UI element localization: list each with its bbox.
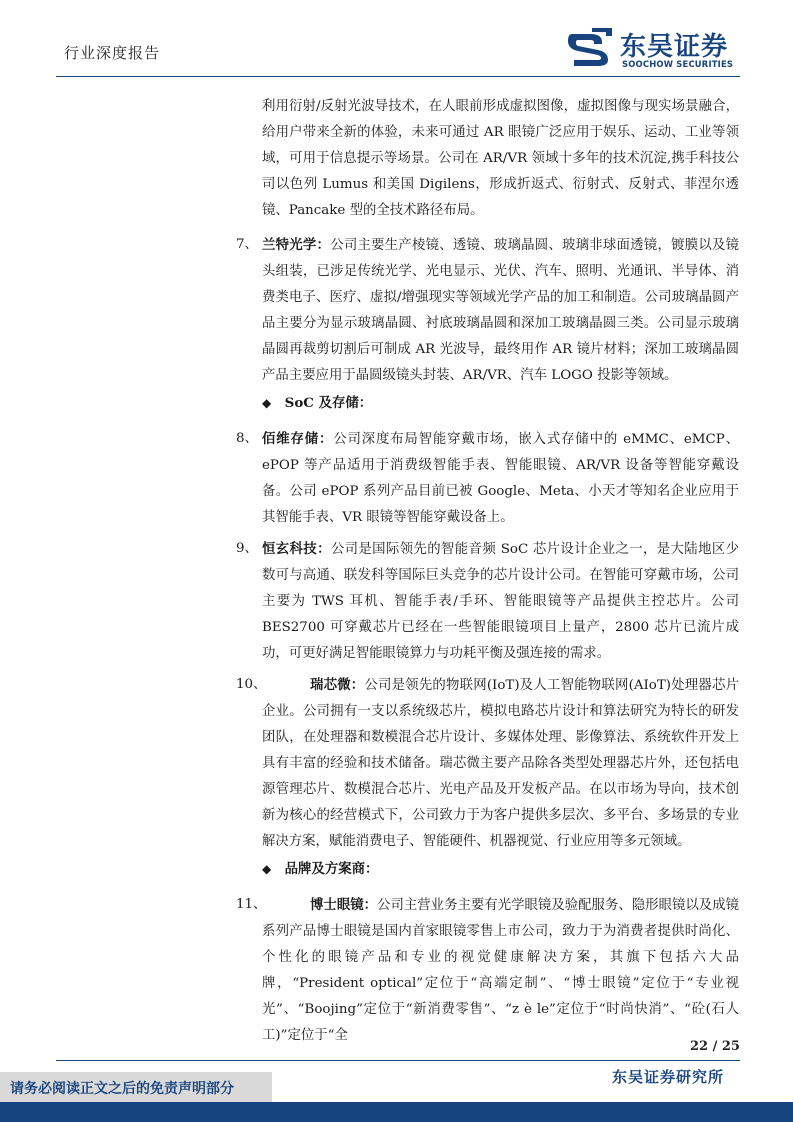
section-brand-title: 品牌及方案商： [284, 861, 379, 877]
item-10-paragraph [262, 672, 739, 855]
item-8-paragraph [262, 426, 739, 531]
disclaimer-banner [0, 1072, 272, 1102]
item-9-company: 恒玄科技： [262, 541, 331, 557]
item-9-paragraph [262, 536, 739, 667]
item-10-company: 瑞芯微： [310, 677, 365, 693]
page-number: 22 / 25 [690, 1039, 740, 1054]
header-divider [56, 76, 740, 77]
disclaimer-text: 请务必阅读正文之后的免责声明部分 [10, 1081, 234, 1097]
logo-name: 东吴证券 [620, 32, 729, 62]
item-8-company: 佰维存储： [262, 431, 334, 447]
section-soc-title: SoC 及存储： [284, 395, 373, 411]
item-8-text: 公司深度布局智能穿戴市场，嵌入式存储中的 eMMC、eMCP、ePOP 等产品适用于消费级智能手表、智能眼镜、AR/VR 设备等智能穿戴设备。公司 ePOP 系列产品目前已被 Google、Meta、小天才等知名企业应用于其智能手表、VR 眼镜等智能穿戴设备上。 [262, 432, 739, 525]
item-10-text: 公司是领先的物联网(IoT)及人工智能物联网(AIoT)处理器芯片企业。公司拥有一支以系统级芯片，模拟电路芯片设计和算法研究为特长的研发团队，在处理器和数模混合芯片设计、多媒体处理、影像算法、系统软件开发上具有丰富的经验和技术储备。瑞芯微主要产品除各类型处理器芯片外，还包括电源管理芯片、数模混合芯片、光电产品及开发板产品。在以市场为导向，技术创新为核心的经营模式下，公司致力于为客户提供多层次、多平台、多场景的专业解决方案，赋能消费电子、智能硬件、机器视觉、行业应用等多元领域。 [262, 678, 740, 849]
item-11-paragraph [262, 892, 739, 1049]
item-9-text: 公司是国际领先的智能音频 SoC 芯片设计企业之一，是大陆地区少数可与高通、联发科等国际巨头竞争的芯片设计公司。在智能可穿戴市场，公司主要为 TWS 耳机、智能手表/手环、智能眼镜等产品提供主控芯片。公司 BES2700 可穿戴芯片已经在一些智能眼镜项目上量产，2800 芯片已流片成功，可更好满足智能眼镜算力与功耗平衡及强连接的需求。 [262, 542, 740, 661]
item-11-number: 11、 [236, 897, 267, 912]
item-7-paragraph [262, 232, 739, 389]
item-7-number: 7、 [236, 237, 258, 252]
research-institute-label: 东吴证券研究所 [612, 1068, 725, 1086]
report-type-label: 行业深度报告 [64, 44, 161, 62]
item-8-number: 8、 [236, 431, 258, 446]
logo-subtitle: SOOCHOW SECURITIES [622, 59, 734, 69]
section-brand-solutions [262, 856, 378, 882]
footer-divider [56, 1060, 740, 1061]
item-10-number: 10、 [236, 677, 267, 692]
diamond-bullet-icon: ◆ [262, 862, 272, 876]
item-7-company: 兰特光学： [262, 237, 331, 253]
bottom-brand-bar [0, 1102, 793, 1122]
diamond-bullet-icon: ◆ [262, 396, 272, 410]
item-11-text: 公司主营业务主要有光学眼镜及验配服务、隐形眼镜以及成镜系列产品博士眼镜是国内首家眼镜零售上市公司，致力于为消费者提供时尚化、个性化的眼镜产品和专业的视觉健康解决方案，其旗下包括六大品牌，“President optical”定位于“高端定制”、“博士眼镜”定位于“专业视光”、“Boojing”定位于“新消费零售”、“z è le”定位于“时尚快消”、“砼(石人工)”定位于“全 [262, 898, 740, 1043]
soochow-logo-icon [568, 28, 614, 68]
company-logo [568, 26, 740, 72]
item-11-company: 博士眼镜： [310, 897, 378, 913]
item-9-number: 9、 [236, 541, 258, 556]
section-soc-storage [262, 390, 372, 416]
item-7-text: 公司主要生产棱镜、透镜、玻璃晶圆、玻璃非球面透镜，镀膜以及镜头组装，已涉足传统光学、光电显示、光伏、汽车、照明、光通讯、半导体、消费类电子、医疗、虚拟/增强现实等领域光学产品的加工和制造。公司玻璃晶圆产品主要分为显示玻璃晶圆、衬底玻璃晶圆和深加工玻璃晶圆三类。公司显示玻璃晶圆再裁剪切割后可制成 AR 光波导，最终用作 AR 镜片材料；深加工玻璃晶圆产品主要应用于晶圆级镜头封装、AR/VR、汽车 LOGO 投影等领域。 [262, 238, 740, 383]
paragraph-continued: 利用衍射/反射光波导技术，在人眼前形成虚拟图像，虚拟图像与现实场景融合，给用户带来全新的体验，未来可通过 AR 眼镜广泛应用于娱乐、运动、工业等领域，可用于信息提示等场景。公司在 AR/VR 领域十多年的技术沉淀,携手科技公司以色列 Lumus 和美国 Digilens，形成折返式、衍射式、反射式、菲涅尔透镜、Pancake 型的全技术路径布局。 [262, 99, 739, 218]
